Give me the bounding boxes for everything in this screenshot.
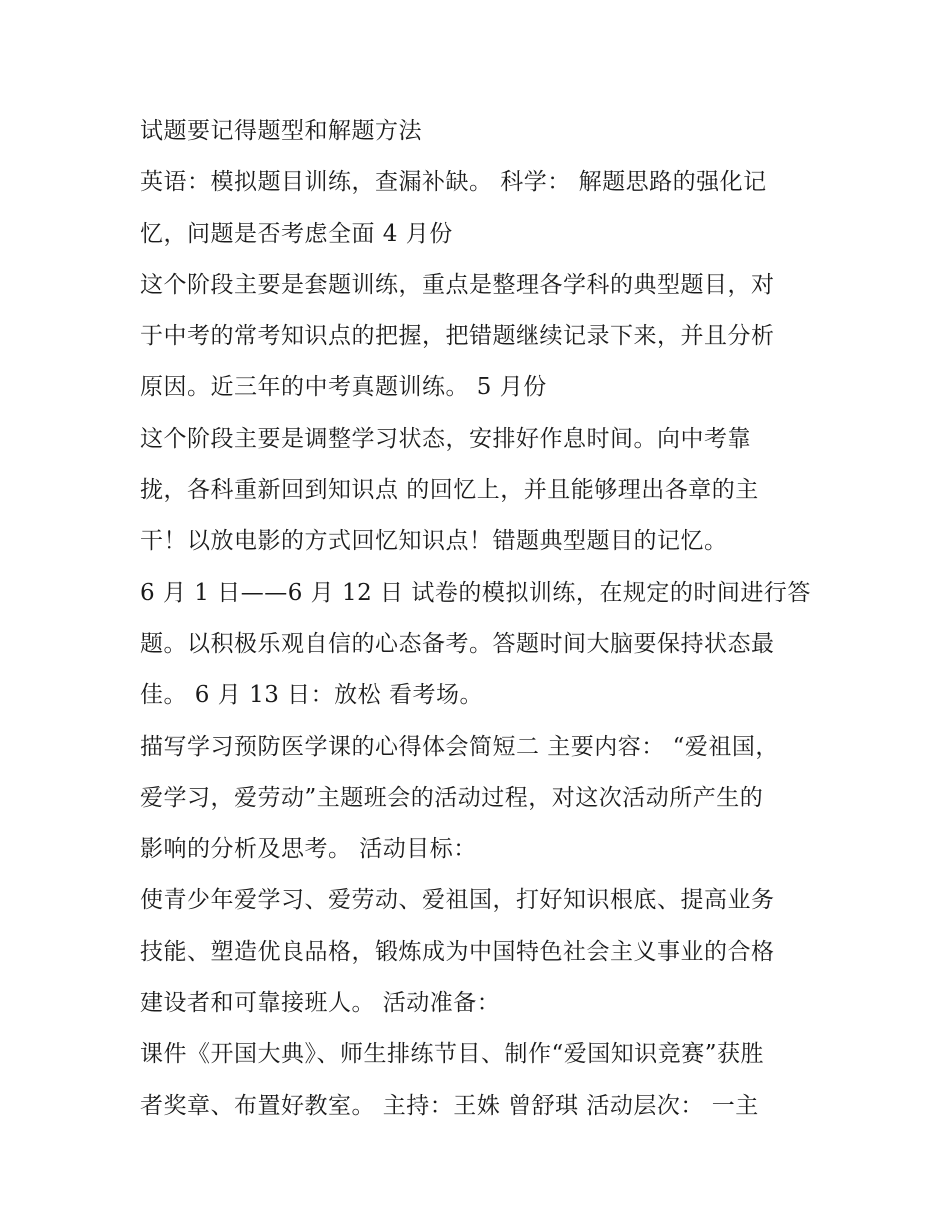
text-line: 原因。近三年的中考真题训练。 5 月份 (140, 374, 547, 401)
text-line: 描写学习预防医学课的心得体会简短二 主要内容： “爱祖国， (140, 733, 779, 760)
text-line: 干！以放电影的方式回忆知识点！错题典型题目的记忆。 (140, 528, 728, 555)
text-line: 建设者和可靠接班人。 活动准备： (140, 990, 501, 1017)
text-line: 者奖章、布置好教室。 主持：王姝 曾舒琪 活动层次： 一主 (140, 1092, 759, 1119)
text-line: 于中考的常考知识点的把握，把错题继续记录下来，并且分析 (140, 323, 775, 350)
text-line: 爱学习，爱劳动”主题班会的活动过程，对这次活动所产生的 (140, 784, 764, 811)
text-line: 技能、塑造优良品格，锻炼成为中国特色社会主义事业的合格 (140, 938, 775, 965)
text-line: 6 月 1 日——6 月 12 日 试卷的模拟训练，在规定的时间进行答 (140, 579, 811, 606)
text-line: 课件《开国大典》、师生排练节目、制作“爱国知识竞赛”获胜 (140, 1041, 765, 1068)
text-line: 使青少年爱学习、爱劳动、爱祖国，打好知识根底、提高业务 (140, 887, 775, 914)
text-line: 拢，各科重新回到知识点 的回忆上，并且能够理出各章的主 (140, 477, 759, 504)
text-line: 影响的分析及思考。 活动目标： (140, 836, 477, 863)
text-line: 英语：模拟题目训练，查漏补缺。 科学： 解题思路的强化记 (140, 169, 767, 196)
text-line: 佳。 6 月 13 日：放松 看考场。 (140, 682, 483, 709)
text-line: 试题要记得题型和解题方法 (140, 118, 422, 144)
document-body (140, 106, 820, 1132)
text-line: 这个阶段主要是套题训练，重点是整理各学科的典型题目，对 (140, 271, 775, 298)
text-line: 题。以积极乐观自信的心态备考。答题时间大脑要保持状态最 (140, 630, 775, 657)
text-line: 忆，问题是否考虑全面 4 月份 (140, 220, 453, 247)
text-line: 这个阶段主要是调整学习状态，安排好作息时间。向中考靠 (140, 425, 751, 452)
